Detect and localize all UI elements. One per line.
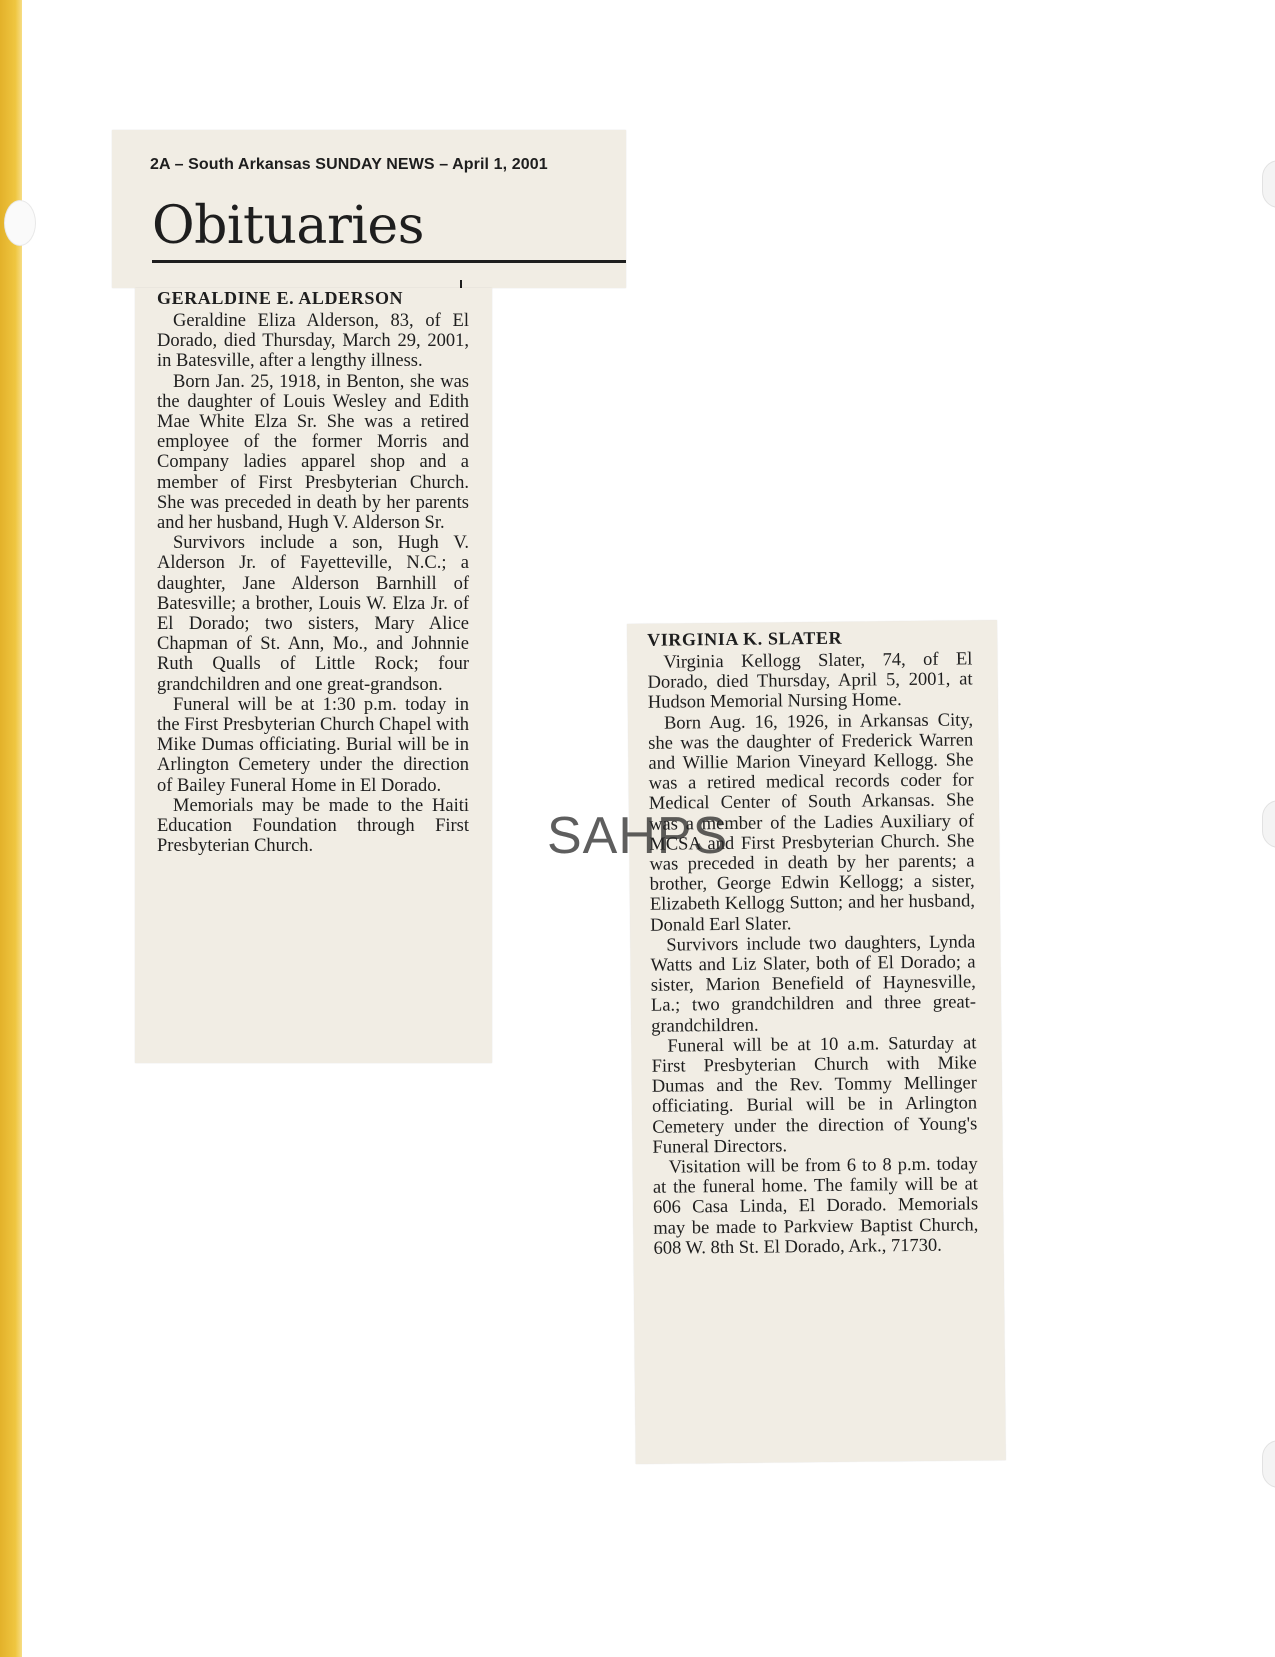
obituary-paragraph: Survivors include two daughters, Lynda Watts and Liz Slater, both of El Dorado; a sister, Marion Benefield of Haynesville, La.; two grandchildren and three great-grandchildren.	[650, 932, 977, 1037]
obituary-clipping-alderson	[135, 288, 492, 1063]
obituary-name: GERALDINE E. ALDERSON	[157, 288, 404, 308]
obituary-paragraph: Visitation will be from 6 to 8 p.m. today at the funeral home. The family will be at 606 Casa Linda, El Dorado. Memorials may be made to Parkview Baptist Church, 608 W. 8th St. El Dorado, Ark., 71730.	[652, 1154, 979, 1259]
obituary-paragraph: Funeral will be at 10 a.m. Saturday at First Presbyterian Church with Mike Dumas and the Rev. Tommy Mellinger officiating. Burial will be in Arlington Cemetery under the direction of Young's Funeral Directors.	[651, 1033, 978, 1158]
binder-edge-strip	[0, 0, 22, 1657]
obituary-column	[647, 626, 979, 1258]
obituary-paragraph: Funeral will be at 1:30 p.m. today in the First Presbyterian Church Chapel with Mike Dumas officiating. Burial will be in Arlington Cemetery under the direction of Bailey Funeral Home in El Dorado.	[157, 694, 469, 796]
title-rule	[152, 260, 626, 263]
binder-hole	[4, 200, 36, 246]
archive-watermark: SAHPS	[547, 807, 729, 865]
masthead-clipping	[112, 130, 626, 288]
obituary-column	[157, 288, 469, 856]
obituary-paragraph: Virginia Kellogg Slater, 74, of El Dorado, died Thursday, April 5, 2001, at Hudson Memorial Nursing Home.	[647, 649, 973, 714]
binder-hole-right	[1262, 800, 1275, 848]
obituary-paragraph: Born Jan. 25, 1918, in Benton, she was the daughter of Louis Wesley and Edith Mae White Elza Sr. She was a retired employee of the former Morris and Company ladies apparel shop and a member of First Presbyterian Church. She was preceded in death by her parents and her husband, Hugh V. Alderson Sr.	[157, 371, 469, 534]
binder-hole-right	[1262, 160, 1275, 208]
section-title: Obituaries	[152, 196, 424, 256]
obituary-paragraph: Born Aug. 16, 1926, in Arkansas City, she was the daughter of Frederick Warren and Willie Marion Vineyard Kellogg. She was a retired medical records coder for Medical Center of South Arkansas. She was a member of the Ladies Auxiliary of MCSA and First Presbyterian Church. She was preceded in death by her parents; a brother, George Edwin Kellogg; a sister, Elizabeth Kellogg Sutton; and her husband, Donald Earl Slater.	[648, 709, 976, 936]
obituary-name: VIRGINIA K. SLATER	[647, 627, 843, 650]
obituary-paragraph: Memorials may be made to the Haiti Education Foundation through First Presbyterian Church.	[157, 795, 469, 857]
binder-hole-right	[1262, 1440, 1275, 1488]
obituary-paragraph: Survivors include a son, Hugh V. Alderson Jr. of Fayetteville, N.C.; a daughter, Jane Alderson Barnhill of Batesville; a brother, Louis W. Elza Jr. of El Dorado; two sisters, Mary Alice Chapman of St. Ann, Mo., and Johnnie Ruth Qualls of Little Rock; four grandchildren and one great-grandson.	[157, 533, 469, 695]
obituary-clipping-slater	[627, 620, 1006, 1464]
obituary-paragraph: Geraldine Eliza Alderson, 83, of El Dorado, died Thursday, March 29, 2001, in Batesville, after a lengthy illness.	[157, 311, 469, 372]
newspaper-dateline: 2A – South Arkansas SUNDAY NEWS – April 1, 2001	[150, 156, 548, 173]
